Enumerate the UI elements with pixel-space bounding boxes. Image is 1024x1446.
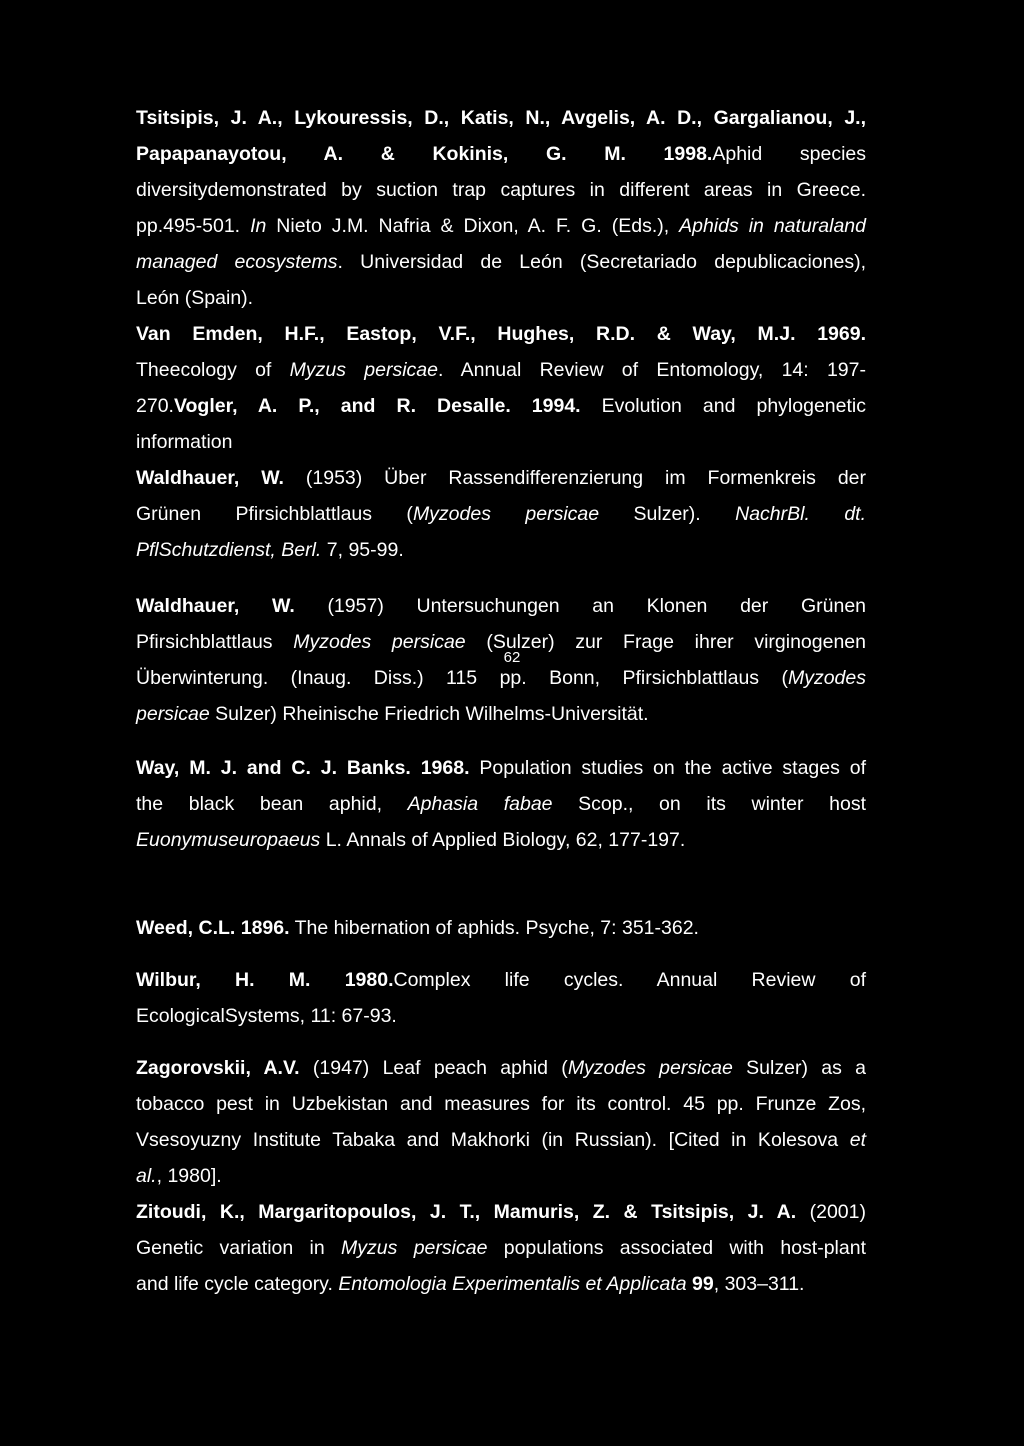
reference-authors: Wilbur, H. M. 1980. xyxy=(136,969,394,991)
reference-text: , 1980]. xyxy=(156,1165,222,1187)
reference-text: and life cycle category. xyxy=(136,1273,339,1295)
reference-text: Sulzer). xyxy=(599,503,736,525)
reference-authors: Zitoudi, K., Margaritopoulos, J. T., Mamuris, Z. & Tsitsipis, J. A. xyxy=(136,1201,797,1223)
reference-line xyxy=(136,322,866,346)
page-number: 62 xyxy=(503,649,521,666)
reference-italic-text: managed ecosystems xyxy=(136,251,338,273)
reference-text: Evolution and phylogenetic xyxy=(580,395,866,417)
reference-line xyxy=(136,756,866,780)
reference-authors: Zagorovskii, A.V. xyxy=(136,1057,300,1079)
reference-line xyxy=(136,250,866,274)
reference-authors: Waldhauer, W. xyxy=(136,595,295,617)
reference-text: 270. xyxy=(136,395,174,417)
reference-italic-text: et xyxy=(849,1129,866,1151)
reference-text: information xyxy=(136,431,233,453)
reference-text: Theecology of xyxy=(136,359,290,381)
reference-line xyxy=(136,142,866,166)
reference-line xyxy=(136,502,866,526)
reference-text: . Annual Review of Entomology, 14: 197- xyxy=(437,359,866,381)
reference-line xyxy=(136,1004,866,1028)
reference-italic-text: Myzus persicae xyxy=(341,1237,488,1259)
reference-line xyxy=(136,702,866,726)
reference-text: EcologicalSystems, 11: 67-93. xyxy=(136,1005,397,1027)
reference-authors: Vogler, A. P., and R. Desalle. 1994. xyxy=(173,395,581,417)
reference-text: . Universidad de León (Secretariado depublicaciones), xyxy=(337,251,866,273)
reference-line xyxy=(136,106,866,130)
reference-text: Überwinterung. (Inaug. Diss.) 115 pp. Bonn, Pfirsichblattlaus ( xyxy=(136,667,788,689)
reference-line xyxy=(136,1056,866,1080)
reference-authors: Waldhauer, W. xyxy=(136,467,284,489)
reference-italic-text: Aphids in naturaland xyxy=(679,215,866,237)
reference-line xyxy=(136,828,866,852)
reference-text: tobacco pest in Uzbekistan and measures for its control. 45 pp. Frunze Zos, xyxy=(136,1093,866,1115)
reference-authors: Van Emden, H.F., Eastop, V.F., Hughes, R.D. & Way, M.J. 1969. xyxy=(136,323,866,345)
reference-italic-text: Myzodes persicae xyxy=(412,503,600,525)
reference-line xyxy=(136,1164,866,1188)
reference-italic-text: al. xyxy=(136,1165,157,1187)
reference-text: Genetic variation in xyxy=(136,1237,342,1259)
reference-text: León (Spain). xyxy=(136,287,254,309)
reference-italic-text: Euonymuseuropaeus xyxy=(136,829,321,851)
reference-line xyxy=(136,430,866,454)
reference-text: The hibernation of aphids. Psyche, 7: 351-362. xyxy=(289,917,699,939)
reference-text: Population studies on the active stages of xyxy=(469,757,866,779)
reference-text: (1947) Leaf peach aphid ( xyxy=(299,1057,568,1079)
reference-italic-text: In xyxy=(250,215,267,237)
reference-text: (1957) Untersuchungen an Klonen der Grünen xyxy=(294,595,867,617)
reference-line xyxy=(136,1092,866,1116)
reference-authors: Tsitsipis, J. A., Lykouressis, D., Katis, N., Avgelis, A. D., Gargalianou, J., xyxy=(136,107,866,129)
reference-text: Sulzer) as a xyxy=(732,1057,866,1079)
reference-line xyxy=(136,1200,866,1224)
reference-italic-text: Myzodes persicae xyxy=(567,1057,733,1079)
reference-text: (Sulzer) zur Frage ihrer virginogenen xyxy=(465,631,866,653)
reference-line xyxy=(136,394,866,418)
reference-line xyxy=(136,178,866,202)
reference-line xyxy=(136,594,866,618)
reference-line xyxy=(136,538,866,562)
reference-text: Vsesoyuzny Institute Tabaka and Makhorki (in Russian). [Cited in Kolesova xyxy=(136,1129,850,1151)
reference-text: (2001) xyxy=(796,1201,866,1223)
reference-italic-text: Myzodes xyxy=(787,667,866,689)
reference-line xyxy=(136,214,866,238)
reference-italic-text: Myzodes persicae xyxy=(293,631,466,653)
reference-line xyxy=(136,792,866,816)
reference-text: Scop., on its winter host xyxy=(552,793,866,815)
reference-line xyxy=(136,286,866,310)
reference-authors: Way, M. J. and C. J. Banks. 1968. xyxy=(136,757,470,779)
reference-text: Aphid species xyxy=(712,143,866,165)
reference-text: Sulzer) Rheinische Friedrich Wilhelms-Universität. xyxy=(209,703,649,725)
reference-line xyxy=(136,968,866,992)
reference-line xyxy=(136,358,866,382)
reference-authors: 99 xyxy=(692,1273,714,1295)
reference-italic-text: Myzus persicae xyxy=(289,359,438,381)
reference-line xyxy=(136,1272,866,1296)
reference-line xyxy=(136,1128,866,1152)
reference-text: , 303–311. xyxy=(713,1273,805,1295)
reference-italic-text: Aphasia fabae xyxy=(407,793,553,815)
reference-authors: Weed, C.L. 1896. xyxy=(136,917,290,939)
reference-italic-text: NachrBl. dt. xyxy=(735,503,866,525)
reference-text: Pfirsichblattlaus xyxy=(136,631,294,653)
reference-text: diversitydemonstrated by suction trap captures in different areas in Greece. xyxy=(136,179,866,201)
reference-line xyxy=(136,666,866,690)
reference-italic-text: persicae xyxy=(136,703,210,725)
reference-text: (1953) Über Rassendifferenzierung im Formenkreis der xyxy=(283,467,866,489)
reference-text: 7, 95-99. xyxy=(321,539,404,561)
reference-authors: Papapanayotou, A. & Kokinis, G. M. 1998. xyxy=(136,143,713,165)
reference-text: pp.495-501. xyxy=(136,215,251,237)
reference-italic-text: Entomologia Experimentalis et Applicata xyxy=(338,1273,687,1295)
reference-line xyxy=(136,466,866,490)
reference-line xyxy=(136,916,866,940)
reference-text: Grünen Pfirsichblattlaus ( xyxy=(136,503,413,525)
reference-line xyxy=(136,1236,866,1260)
reference-text: populations associated with host-plant xyxy=(487,1237,866,1259)
reference-text: Nieto J.M. Nafria & Dixon, A. F. G. (Eds.), xyxy=(266,215,680,237)
reference-italic-text: PflSchutzdienst, Berl. xyxy=(136,539,322,561)
reference-text: Complex life cycles. Annual Review of xyxy=(393,969,866,991)
reference-text: the black bean aphid, xyxy=(136,793,408,815)
reference-text: L. Annals of Applied Biology, 62, 177-197. xyxy=(320,829,686,851)
